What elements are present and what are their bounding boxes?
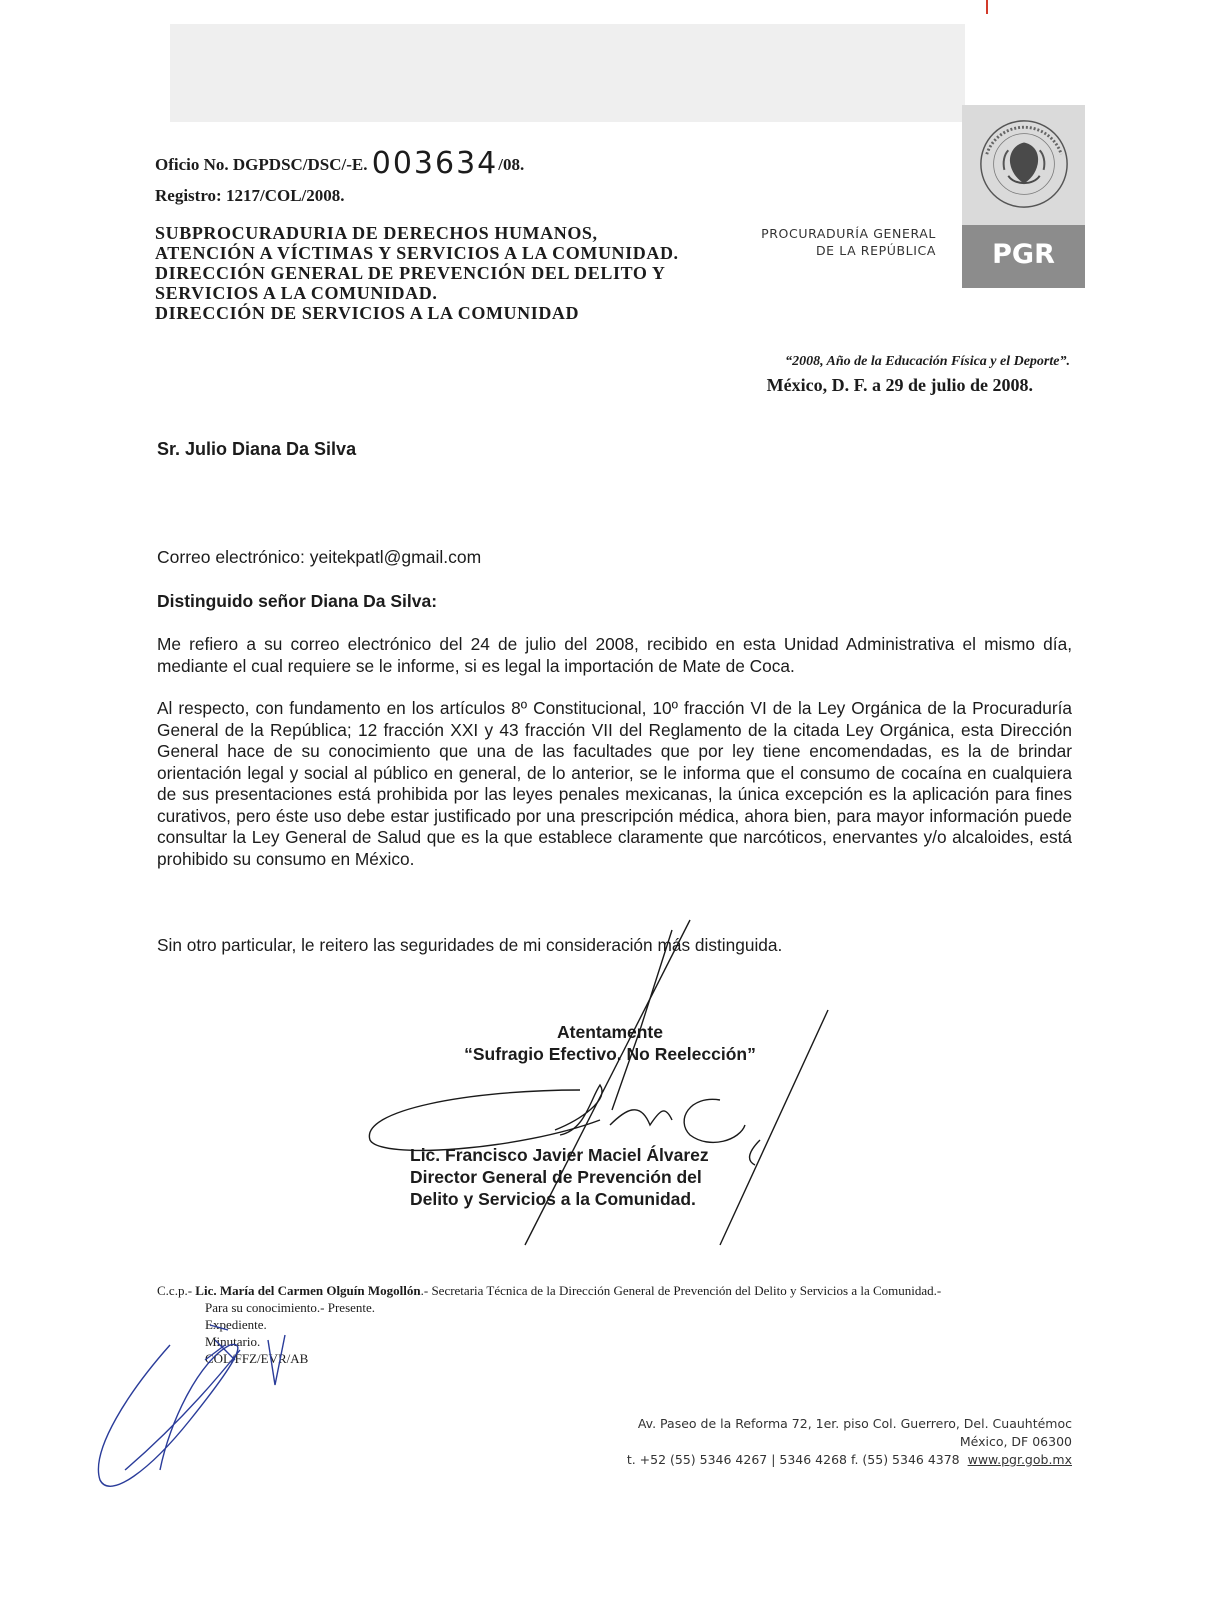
cc-line: Para su conocimiento.- Presente. [205,1300,376,1315]
atentamente: Atentamente [557,1022,663,1042]
mexican-seal-icon [975,115,1073,213]
department-line: DIRECCIÓN DE SERVICIOS A LA COMUNIDAD [155,303,580,323]
institution-name: PROCURADURÍA GENERAL DE LA REPÚBLICA [761,226,936,258]
department-line: SERVICIOS A LA COMUNIDAD. [155,283,438,303]
registro-number: Registro: 1217/COL/2008. [155,186,345,205]
body-paragraph: Al respecto, con fundamento en los artículos 8º Constitucional, 10º fracción VI de la Ley Orgánica de la Procuraduría General de la República; 12 fracción XXI y 43 fracción VII del Reglamento de la citada Ley Orgánica, esta Dirección General hace de su conocimiento que una de las facultades que por ley tiene encomendadas, es la de brindar orientación legal y social al público en general, de lo anterior, se le informa que el consumo de cocaína en cualquiera de sus presentaciones está prohibida por las leyes penales mexicanas, la única excepción es la aplicación para fines curativos, pero éste uso debe estar justificado por una prescripción médica, ahora bien, para mayor información puede consultar la Ley General de Salud que es la que establece claramente que narcóticos, enervantes y/o alcaloides, está prohibido su consumo en México. [157,698,1072,869]
place-date: México, D. F. a 29 de julio de 2008. [766,375,1033,395]
department-line: DIRECCIÓN GENERAL DE PREVENCIÓN DEL DELITO Y [155,263,666,283]
cc-line: Minutario. [205,1334,261,1349]
page-edge-mark [986,0,988,14]
recipient-email: Correo electrónico: yeitekpatl@gmail.com [157,547,482,567]
carbon-copy-block [157,1282,941,1367]
signer-title: Delito y Servicios a la Comunidad. [410,1189,696,1209]
salutation: Distinguido señor Diana Da Silva: [157,591,438,611]
website-link[interactable]: www.pgr.gob.mx [967,1452,1072,1467]
department-line: SUBPROCURADURIA DE DERECHOS HUMANOS, [155,223,598,243]
signer-title: Director General de Prevención del [410,1167,702,1187]
signer-name: Lic. Francisco Javier Maciel Álvarez [410,1145,709,1165]
cc-line: Expediente. [205,1317,267,1332]
body-paragraph: Me refiero a su correo electrónico del 24 de julio del 2008, recibido en esta Unidad Administrativa el mismo día, mediante el cual requiere se le informe, si es legal la importación de Mate de Coca. [157,634,1072,676]
redacted-header-band [170,24,965,122]
year-motto: “2008, Año de la Educación Física y el Deporte”. [785,354,1070,369]
stamped-number: 003634 [371,146,499,181]
cc-line: C.c.p.- Lic. María del Carmen Olguín Mogollón.- Secretaria Técnica de la Dirección General de Prevención del Delito y Servicios a la Comunidad.- [157,1283,942,1298]
pgr-logo: PGR [962,225,1085,288]
closing-line: Sin otro particular, le reitero las seguridades de mi consideración más distinguida. [157,935,783,955]
recipient-name: Sr. Julio Diana Da Silva [157,439,357,459]
oficio-number: Oficio No. DGPDSC/DSC/-E. 003634/08. [155,146,525,181]
cc-line: COL/FFZ/EVR/AB [205,1351,309,1366]
department-line: ATENCIÓN A VÍCTIMAS Y SERVICIOS A LA COMUNIDAD. [155,243,679,263]
signature-motto: “Sufragio Efectivo. No Reelección” [464,1044,756,1064]
footer-address: Av. Paseo de la Reforma 72, 1er. piso Col. Guerrero, Del. Cuauhtémoc México, DF 06300 t. +52 (55) 5346 4267 | 5346 4268 f. (55) 5346 4378 www.pgr.gob.mx [626,1416,1072,1467]
department-heading [155,223,679,323]
